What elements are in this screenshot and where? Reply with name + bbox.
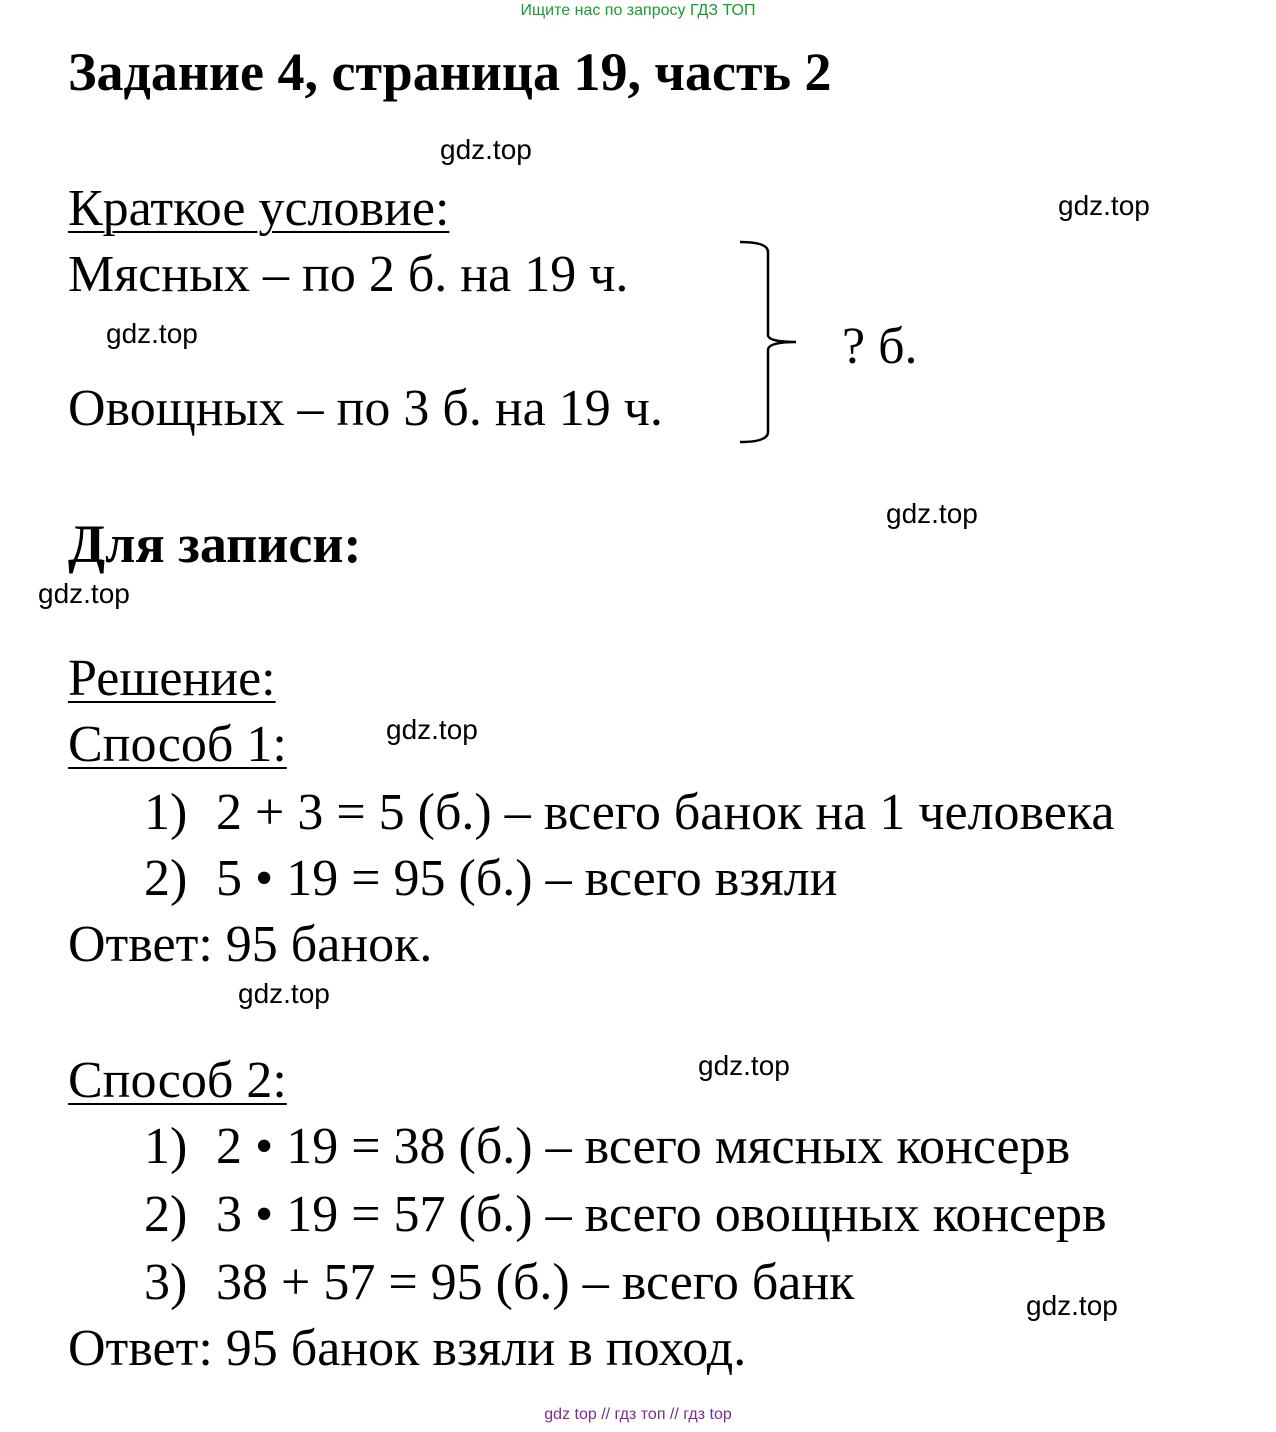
- solution-heading: Решение:: [68, 650, 276, 707]
- step-text: 2 • 19 = 38 (б.) – всего мясных консерв: [216, 1118, 1071, 1175]
- watermark: gdz.top: [38, 578, 130, 609]
- search-hint-link[interactable]: Ищите нас по запросу ГДЗ ТОП: [520, 2, 756, 19]
- step-number: 1): [144, 784, 188, 841]
- watermark: gdz.top: [698, 1050, 790, 1081]
- method1-heading: Способ 1:: [68, 716, 287, 773]
- condition-heading: Краткое условие:: [68, 180, 450, 237]
- step-text: 5 • 19 = 95 (б.) – всего взяли: [216, 850, 838, 907]
- condition-line-vegetable: Овощных – по 3 б. на 19 ч.: [68, 380, 663, 437]
- method2-step-3: [144, 1252, 854, 1314]
- watermark: gdz.top: [386, 714, 478, 745]
- method2-answer: Ответ: 95 банок взяли в поход.: [68, 1320, 747, 1377]
- watermark: gdz.top: [238, 978, 330, 1009]
- step-number: 1): [144, 1118, 188, 1175]
- footer-links[interactable]: gdz top // гдз топ // гдз top: [544, 1406, 732, 1423]
- record-heading: Для записи:: [68, 514, 362, 574]
- method2-step-1: [144, 1116, 1070, 1178]
- step-number: 3): [144, 1254, 188, 1311]
- watermark: gdz.top: [440, 134, 532, 165]
- page-title: Задание 4, страница 19, часть 2: [68, 42, 832, 102]
- step-text: 38 + 57 = 95 (б.) – всего банк: [216, 1254, 855, 1311]
- method2-heading: Способ 2:: [68, 1052, 287, 1109]
- method1-step-2: [144, 848, 838, 910]
- curly-brace-icon: [738, 240, 808, 445]
- condition-line-meat: Мясных – по 2 б. на 19 ч.: [68, 246, 629, 303]
- method1-step-1: [144, 782, 1114, 844]
- step-text: 3 • 19 = 57 (б.) – всего овощных консерв: [216, 1186, 1107, 1243]
- step-text: 2 + 3 = 5 (б.) – всего банок на 1 человека: [216, 784, 1115, 841]
- watermark: gdz.top: [886, 498, 978, 529]
- step-number: 2): [144, 850, 188, 907]
- watermark: gdz.top: [1026, 1290, 1118, 1321]
- watermark: gdz.top: [106, 318, 198, 349]
- method1-answer: Ответ: 95 банок.: [68, 916, 433, 973]
- watermark: gdz.top: [1058, 190, 1150, 221]
- step-number: 2): [144, 1186, 188, 1243]
- method2-step-2: [144, 1184, 1107, 1246]
- condition-question: ? б.: [842, 318, 918, 375]
